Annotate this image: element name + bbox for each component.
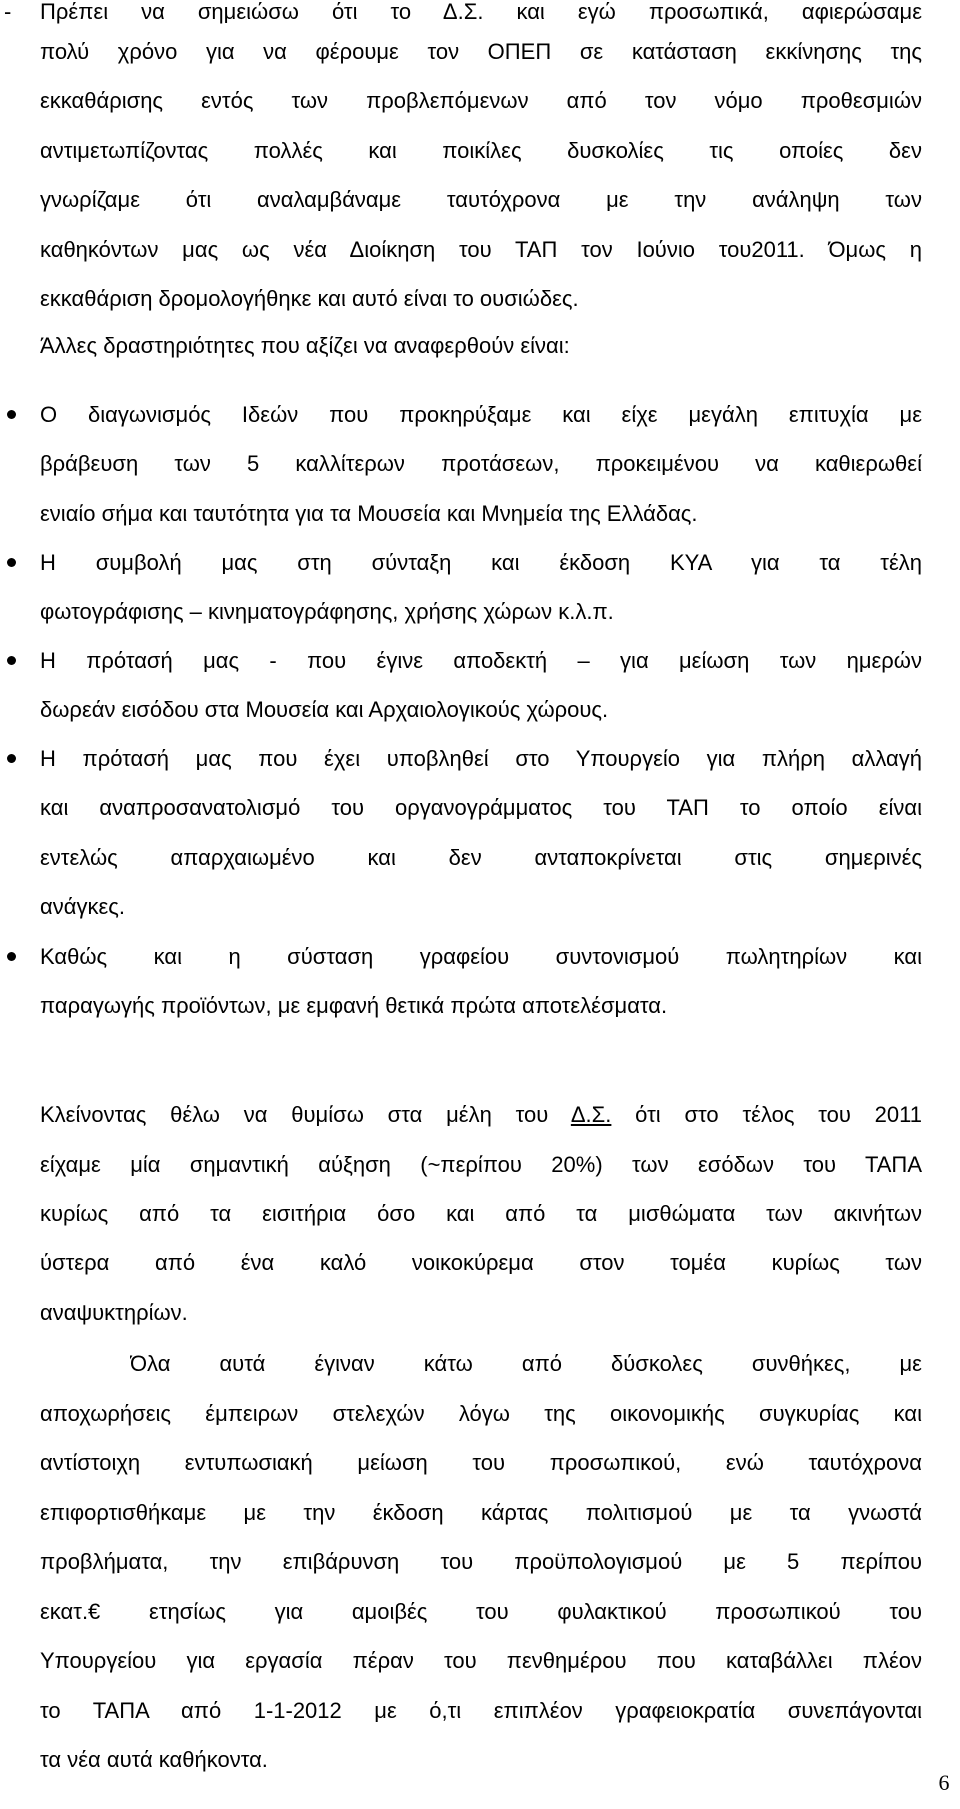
paragraph-line: το ΤΑΠΑ από 1-1-2012 με ό,τι επιπλέον γραφειοκρατία συνεπάγονται <box>40 1698 922 1723</box>
paragraph-line: αντίστοιχη εντυπωσιακή μείωση του προσωπικού, ενώ ταυτόχρονα <box>40 1450 922 1475</box>
bullet-line: φωτογράφισης – κινηματογράφησης, χρήσης χώρων κ.λ.π. <box>40 599 614 624</box>
paragraph-line: εκκαθάρισης εντός των προβλεπόμενων από τον νόμο προθεσμιών <box>40 88 922 113</box>
paragraph-line: κυρίως από τα εισιτήρια όσο και από τα μισθώματα των ακινήτων <box>40 1201 922 1226</box>
closing-first-line <box>40 1093 922 1137</box>
bullet-icon <box>7 558 16 567</box>
bullet-icon <box>7 656 16 665</box>
paragraph-line: εκκαθάριση δρομολογήθηκε και αυτό είναι το ουσιώδες. <box>40 286 579 311</box>
bullet-line: ενιαίο σήμα και ταυτότητα για τα Μουσεία και Μνημεία της Ελλάδας. <box>40 501 698 526</box>
paragraph-line: αντιμετωπίζοντας πολλές και ποικίλες δυσκολίες τις οποίες δεν <box>40 138 922 163</box>
page-number: 6 <box>938 1770 950 1795</box>
paragraph-line: εκατ.€ ετησίως για αμοιβές του φυλακτικού προσωπικού του <box>40 1599 922 1624</box>
bullet-icon <box>7 952 16 961</box>
paragraph-line: αναψυκτηρίων. <box>40 1300 188 1325</box>
paragraph-line: πολύ χρόνο για να φέρουμε τον ΟΠΕΠ σε κατάσταση εκκίνησης της <box>40 39 922 64</box>
bullet-line: παραγωγής προϊόντων, με εμφανή θετικά πρώτα αποτελέσματα. <box>40 993 668 1018</box>
bullet-line: Ο διαγωνισμός Ιδεών που προκηρύξαμε και είχε μεγάλη επιτυχία με <box>40 402 922 427</box>
paragraph-line: τα νέα αυτά καθήκοντα. <box>40 1747 268 1772</box>
bullet-icon <box>7 410 16 419</box>
paragraph-line: προβλήματα, την επιβάρυνση του προϋπολογισμού με 5 περίπου <box>40 1549 922 1574</box>
paragraph-line: Υπουργείου για εργασία πέραν του πενθημέρου που καταβάλλει πλέον <box>40 1648 922 1673</box>
bullet-line: βράβευση των 5 καλλίτερων προτάσεων, προκειμένου να καθιερωθεί <box>40 451 922 476</box>
bullet-line: Η πρότασή μας - που έγινε αποδεκτή – για μείωση των ημερών <box>40 648 922 673</box>
closing-prefix: Κλείνοντας θέλω να θυμίσω στα μέλη του <box>40 1102 571 1127</box>
paragraph-line: Πρέπει να σημειώσω ότι το Δ.Σ. και εγώ προσωπικά, αφιερώσαμε <box>40 0 922 24</box>
paragraph-line: αποχωρήσεις έμπειρων στελεχών λόγω της οικονομικής συγκυρίας και <box>40 1401 922 1426</box>
bullet-line: εντελώς απαρχαιωμένο και δεν ανταποκρίνεται στις σημερινές <box>40 845 922 870</box>
closing-suffix: ότι στο τέλος του 2011 <box>611 1102 922 1127</box>
paragraph-line: ύστερα από ένα καλό νοικοκύρεμα στον τομέα κυρίως των <box>40 1250 922 1275</box>
ds-abbreviation: Δ.Σ. <box>570 1102 612 1127</box>
bullet-line: Καθώς και η σύσταση γραφείου συντονισμού πωλητηρίων και <box>40 944 922 969</box>
paragraph-line: Όλα αυτά έγιναν κάτω από δύσκολες συνθήκες, με <box>130 1351 922 1376</box>
bullet-line: Η πρότασή μας που έχει υποβληθεί στο Υπουργείο για πλήρη αλλαγή <box>40 746 922 771</box>
activities-heading: Άλλες δραστηριότητες που αξίζει να αναφερθούν είναι: <box>40 333 570 358</box>
paragraph-line: είχαμε μία σημαντική αύξηση (~περίπου 20%) των εσόδων του ΤΑΠΑ <box>40 1152 922 1177</box>
bullet-line: Η συμβολή μας στη σύνταξη και έκδοση ΚΥΑ για τα τέλη <box>40 550 922 575</box>
list-dash: - <box>4 0 12 24</box>
paragraph-line: επιφορτισθήκαμε με την έκδοση κάρτας πολιτισμού με τα γνωστά <box>40 1500 922 1525</box>
bullet-icon <box>7 754 16 763</box>
bullet-line: δωρεάν εισόδου στα Μουσεία και Αρχαιολογικούς χώρους. <box>40 697 609 722</box>
bullet-line: και αναπροσανατολισμό του οργανογράμματος του ΤΑΠ το οποίο είναι <box>40 795 922 820</box>
bullet-line: ανάγκες. <box>40 894 125 919</box>
paragraph-line: καθηκόντων μας ως νέα Διοίκηση του ΤΑΠ τον Ιούνιο του2011. Όμως η <box>40 237 922 262</box>
paragraph-line: γνωρίζαμε ότι αναλαμβάναμε ταυτόχρονα με την ανάληψη των <box>40 187 922 212</box>
